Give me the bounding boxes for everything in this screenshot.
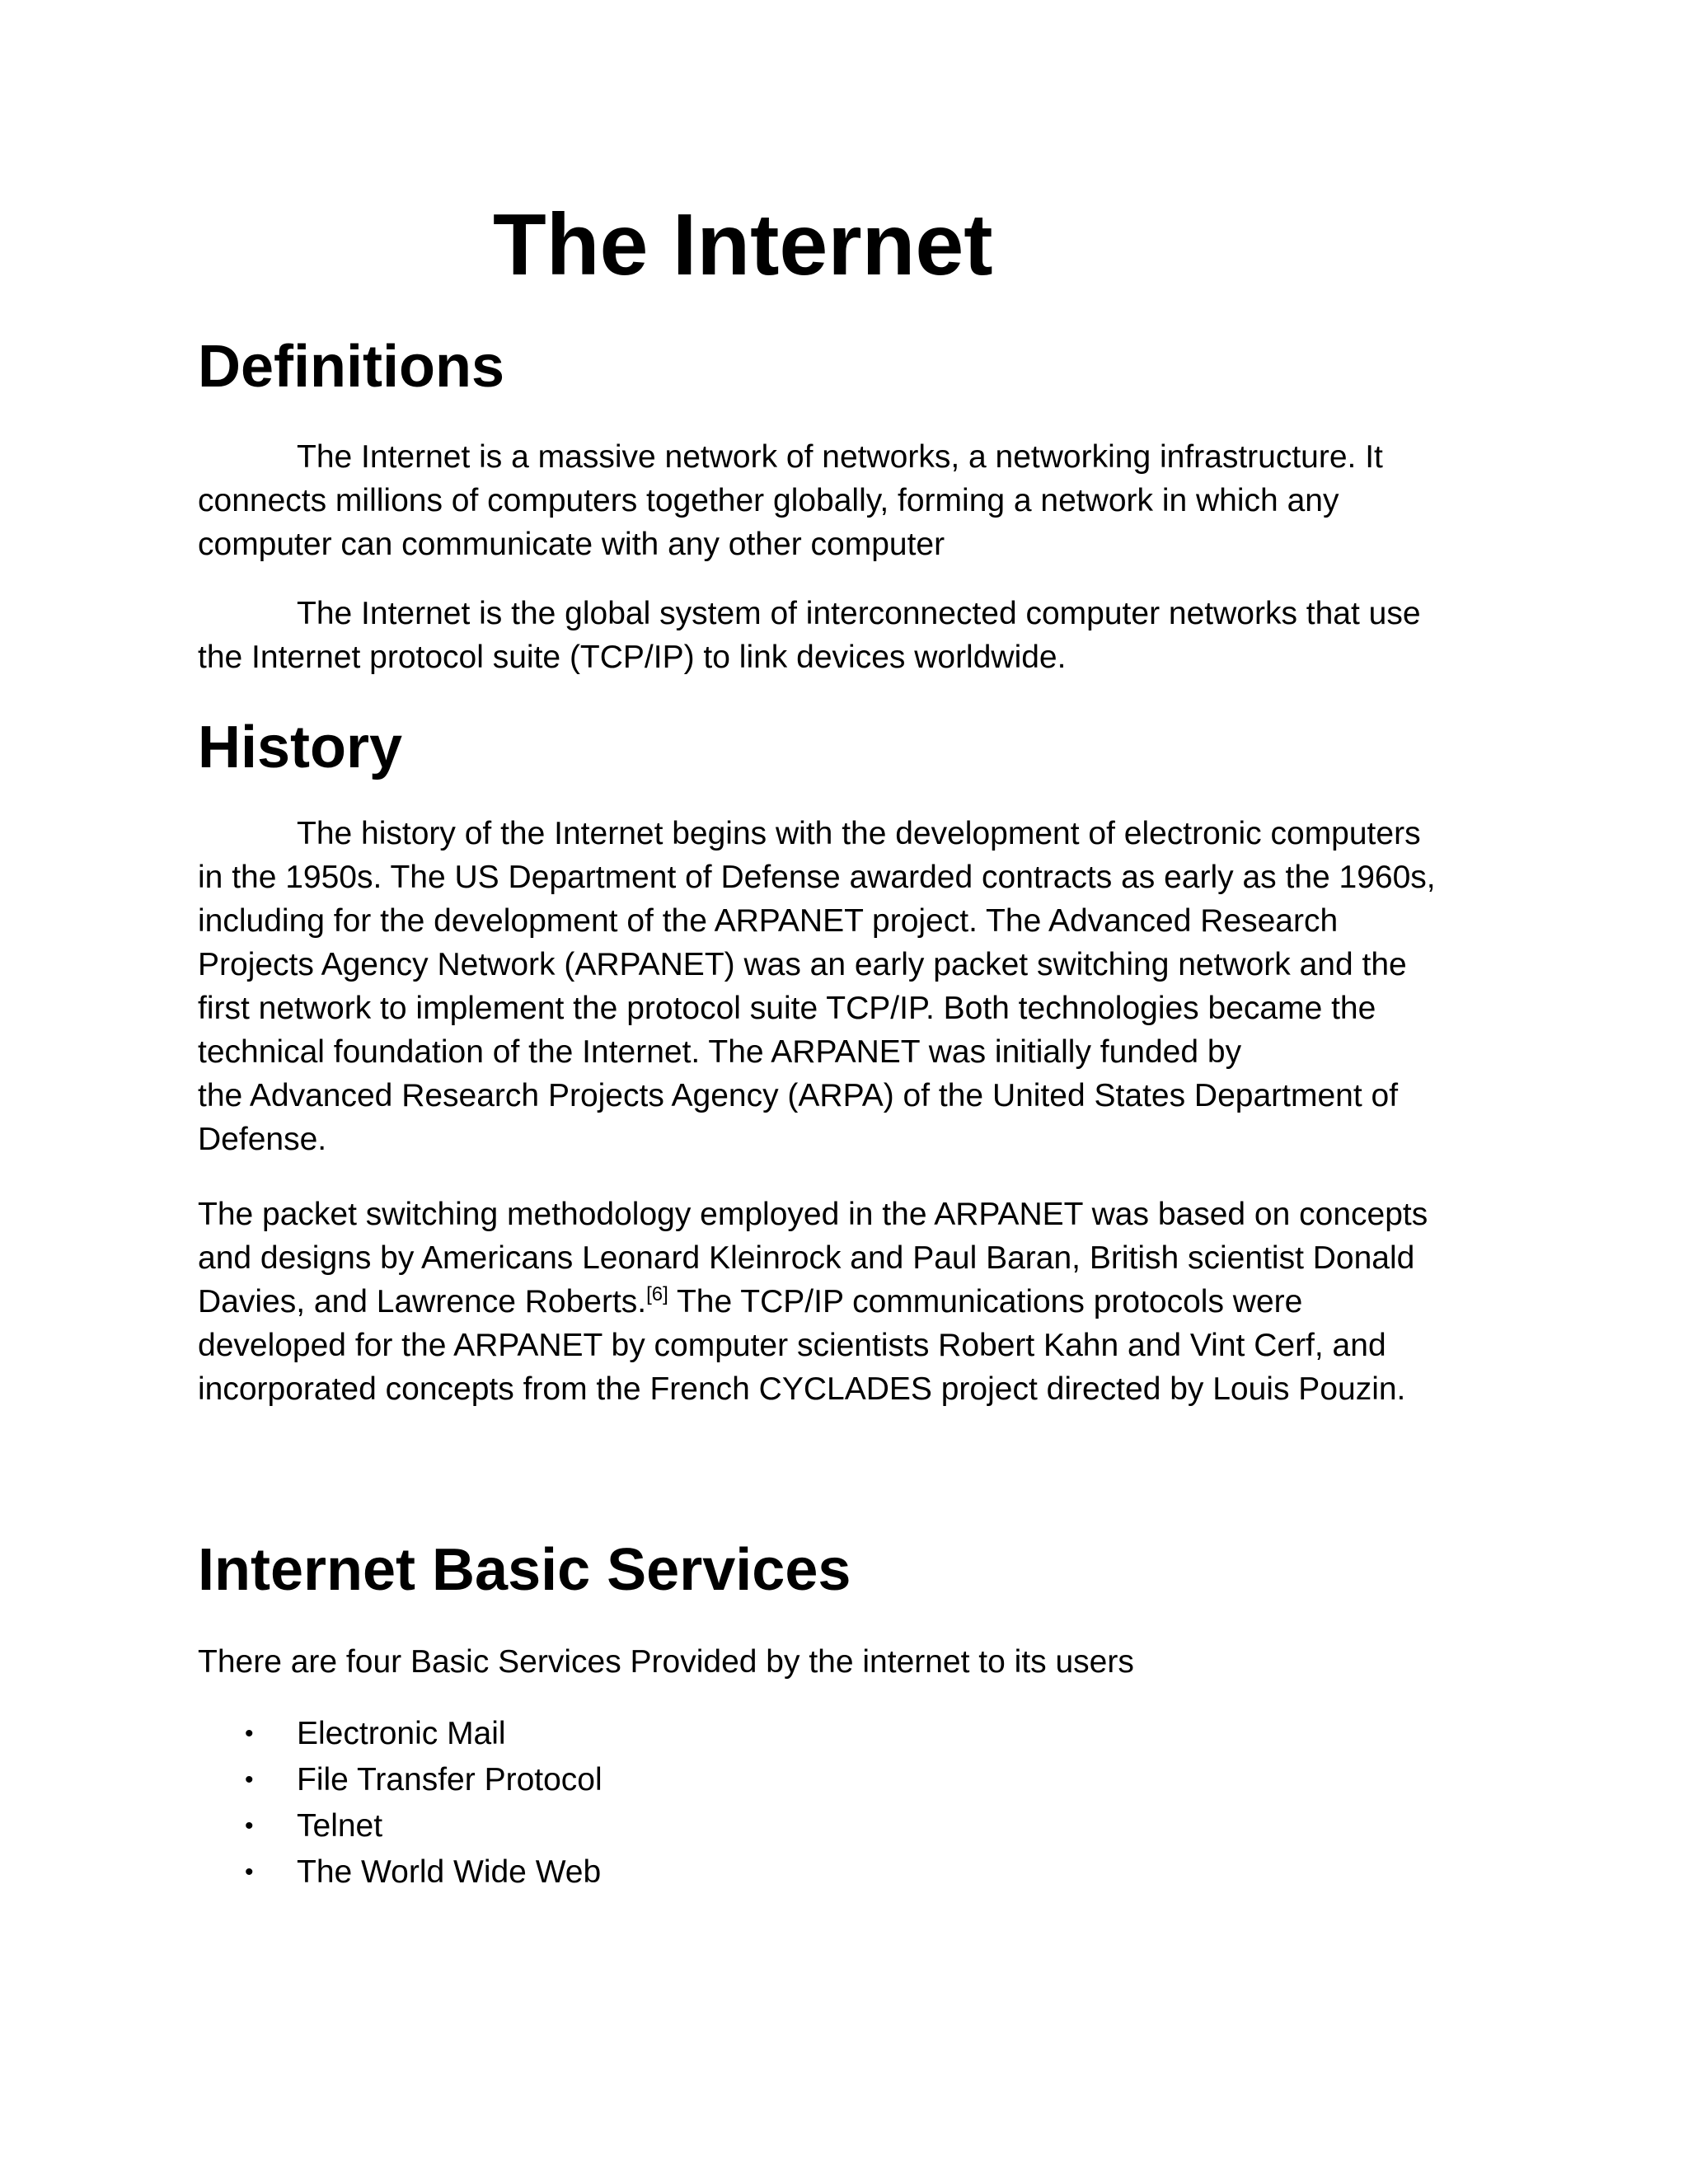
paragraph-line: The Internet is a massive network of networks, a networking infrastructure. It xyxy=(297,439,1383,475)
paragraph-line: developed for the ARPANET by computer scientists Robert Kahn and Vint Cerf, and xyxy=(198,1328,1386,1363)
list-item-label: The World Wide Web xyxy=(297,1854,602,1890)
paragraph-line: the Advanced Research Projects Agency (ARPA) of the United States Department of xyxy=(198,1078,1399,1113)
paragraph-line: first network to implement the protocol suite TCP/IP. Both technologies became the xyxy=(198,991,1376,1026)
list-item-label: Electronic Mail xyxy=(297,1716,506,1751)
definitions-paragraph-2 xyxy=(198,592,1484,679)
history-paragraph-2 xyxy=(198,1193,1484,1411)
paragraph-line: Defense. xyxy=(198,1122,327,1157)
list-item-label: Telnet xyxy=(297,1808,383,1844)
citation-superscript: [6] xyxy=(646,1283,668,1305)
paragraph-text: The TCP/IP communications protocols were xyxy=(668,1284,1303,1319)
paragraph-line: technical foundation of the Internet. The ARPANET was initially funded by xyxy=(198,1034,1242,1070)
list-item xyxy=(198,1711,603,1757)
paragraph-line: including for the development of the ARPANET project. The Advanced Research xyxy=(198,903,1339,939)
section-heading-internet-basic-services: Internet Basic Services xyxy=(198,1537,851,1603)
bullet-icon: • xyxy=(245,1858,254,1886)
bullet-icon: • xyxy=(245,1766,254,1793)
section-heading-history: History xyxy=(198,715,403,780)
list-item xyxy=(198,1849,603,1896)
paragraph-line: connects millions of computers together globally, forming a network in which any xyxy=(198,483,1339,518)
paragraph-line: incorporated concepts from the French CYCLADES project directed by Louis Pouzin. xyxy=(198,1371,1406,1407)
list-item-label: File Transfer Protocol xyxy=(297,1762,603,1797)
paragraph-line: The packet switching methodology employed in the ARPANET was based on concepts xyxy=(198,1197,1428,1232)
definitions-paragraph-1 xyxy=(198,435,1484,566)
paragraph-line: The history of the Internet begins with the development of electronic computers xyxy=(297,816,1421,851)
paragraph-line: the Internet protocol suite (TCP/IP) to link devices worldwide. xyxy=(198,640,1067,675)
paragraph-text: Davies, and Lawrence Roberts. xyxy=(198,1284,647,1319)
paragraph-line: computer can communicate with any other computer xyxy=(198,527,945,562)
bullet-icon: • xyxy=(245,1812,254,1840)
list-item xyxy=(198,1757,603,1803)
paragraph-line: in the 1950s. The US Department of Defense awarded contracts as early as the 1960s, xyxy=(198,860,1436,895)
history-paragraph-1 xyxy=(198,812,1484,1161)
document-title: The Internet xyxy=(493,196,993,293)
paragraph-line: Projects Agency Network (ARPANET) was an early packet switching network and the xyxy=(198,947,1407,982)
list-item xyxy=(198,1803,603,1849)
services-bullet-list xyxy=(198,1711,603,1896)
section-heading-definitions: Definitions xyxy=(198,334,504,400)
services-intro-text: There are four Basic Services Provided by the internet to its users xyxy=(198,1644,1134,1680)
paragraph-line: The Internet is the global system of interconnected computer networks that use xyxy=(297,596,1421,631)
paragraph-line xyxy=(198,1280,1484,1324)
bullet-icon: • xyxy=(245,1720,254,1747)
paragraph-line: and designs by Americans Leonard Kleinrock and Paul Baran, British scientist Donald xyxy=(198,1240,1415,1276)
